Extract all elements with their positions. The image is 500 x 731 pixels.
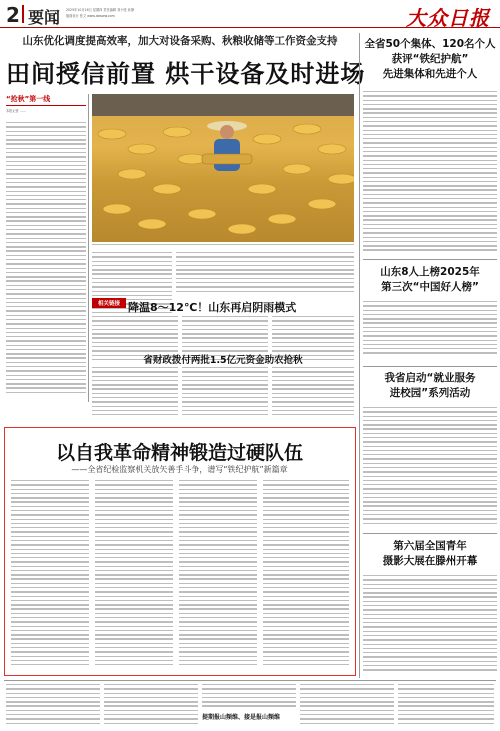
feature-body-col1 [11, 480, 89, 670]
sidebar-divider-1 [363, 259, 497, 260]
sidebar-story2-headline [363, 265, 497, 295]
newspaper-logo: 大众日报 [406, 6, 490, 30]
bottom-col2 [104, 684, 198, 728]
sidebar-divider-2 [363, 366, 497, 367]
photo-caption [92, 244, 354, 250]
sidebar-story4-line1: 第六届全国青年 [393, 540, 467, 552]
bottom-col3 [202, 684, 296, 710]
bottom-mid-headline: 提期报山频维、接是报山频维 [202, 714, 281, 721]
sidebar-story1-body [363, 91, 497, 255]
sidebar-story4-headline [363, 539, 497, 569]
sidebar-story1-line2: 获评“铁纪护航” [391, 53, 469, 65]
feature-subhead: ——全省纪检监察机关放矢善手斗争，谱写“铁纪护航”新篇章 [71, 465, 288, 474]
sidebar-story2-line1: 山东8人上榜2025年 [380, 266, 480, 278]
related-link-label: 相关链接 [92, 298, 126, 308]
sidebar-story1-line3: 先进集体和先进个人 [382, 68, 478, 80]
sidebar [363, 33, 497, 678]
page-number: 2 [6, 3, 20, 27]
sidebar-story3-headline [363, 371, 497, 401]
bottom-rule [4, 680, 496, 681]
sidebar-rule [359, 33, 360, 678]
column-rule [88, 94, 89, 402]
feature-body-col3 [179, 480, 257, 670]
sidebar-story2-body [363, 301, 497, 359]
feature-headline: 以自我革命精神锻造过硬队伍 [55, 442, 303, 464]
sidebar-story2-line2: 第三次“中国好人榜” [381, 281, 479, 293]
masthead [0, 0, 500, 28]
feature-body-col2 [95, 480, 173, 670]
masthead-meta-1: 2025年10月16日 星期四 责任编辑 刘小张 孙静 [66, 8, 135, 12]
subsidy-body-b [182, 367, 268, 417]
sidebar-story3-line1: 我省启动“就业服务 [384, 372, 476, 384]
sidebar-story4-body [363, 575, 497, 675]
sidebar-story4-line2: 摄影大展在滕州开幕 [382, 555, 478, 567]
mid-story-body [176, 252, 354, 296]
bottom-col1 [6, 684, 100, 728]
bottom-col4 [300, 684, 394, 728]
section-title: 要闻 [28, 8, 61, 27]
corn-harvest-photo [92, 94, 354, 242]
top-story-body-col1 [6, 122, 86, 402]
corn-photo-illustration [92, 94, 354, 242]
mid-story-headline: 降温8～12℃！山东再启阴雨模式 [128, 301, 297, 314]
masthead-meta-2: 版面设计 张文 www.dzwww.com [66, 14, 115, 18]
top-story-kicker: 山东优化调度提高效率，加大对设备采购、秋粮收储等工作资金支持 [22, 35, 338, 47]
bottom-col5 [398, 684, 494, 728]
subsidy-body-c [272, 367, 354, 417]
top-story-byline: 本报记者 …… [6, 109, 27, 113]
subsidy-headline: 省财政拨付两批1.5亿元资金助农抢秋 [143, 355, 303, 366]
feature-box [4, 427, 356, 676]
top-story-headline: 田间授信前置 烘干设备及时进场 [6, 60, 366, 88]
top-story [6, 33, 366, 89]
subsidy-body-a [92, 367, 178, 417]
sidebar-story1-headline [363, 37, 497, 82]
masthead-divider [22, 5, 24, 23]
sidebar-story1-line1: 全省50个集体、120名个人 [364, 38, 496, 50]
top-story-tag: “抢秋”第一线 [6, 94, 86, 106]
sidebar-story3-body [363, 407, 497, 529]
sidebar-divider-3 [363, 533, 497, 534]
feature-body-col4 [263, 480, 349, 670]
sidebar-story3-line2: 进校园”系列活动 [389, 387, 471, 399]
